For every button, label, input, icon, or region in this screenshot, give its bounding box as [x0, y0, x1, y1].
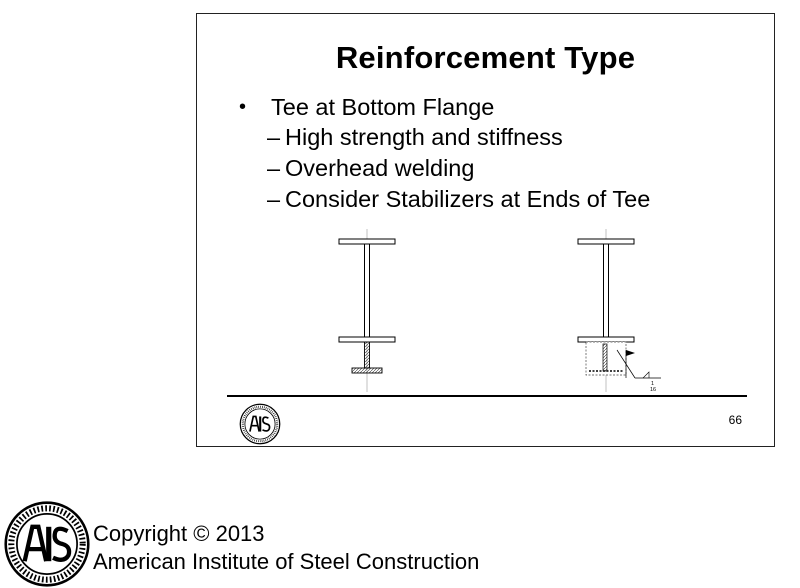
weld-size-numerator: 1	[651, 381, 655, 387]
slide	[196, 13, 775, 447]
footer-rule	[227, 395, 747, 397]
sub-bullet-item: – High strength and stiffness	[267, 124, 563, 150]
organization-name: American Institute of Steel Construction	[93, 549, 480, 574]
beam-weld-detail-diagram	[578, 229, 661, 393]
aisc-seal-icon	[239, 403, 281, 445]
sub-bullet-item: – Consider Stabilizers at Ends of Tee	[267, 186, 651, 212]
weld-flag-icon	[626, 350, 635, 356]
page-number: 66	[728, 413, 742, 427]
beam-with-tee-diagram	[339, 229, 395, 392]
bullet-item: • Tee at Bottom Flange	[237, 92, 650, 122]
beam-diagrams	[197, 14, 776, 448]
aisc-seal-icon	[4, 501, 90, 587]
slide-title: Reinforcement Type	[335, 40, 636, 75]
copyright-line: Copyright © 2013	[93, 521, 265, 546]
weld-size-denominator: 16	[650, 387, 657, 393]
sub-bullet-item: – Overhead welding	[267, 155, 475, 181]
copyright-block	[93, 520, 479, 576]
